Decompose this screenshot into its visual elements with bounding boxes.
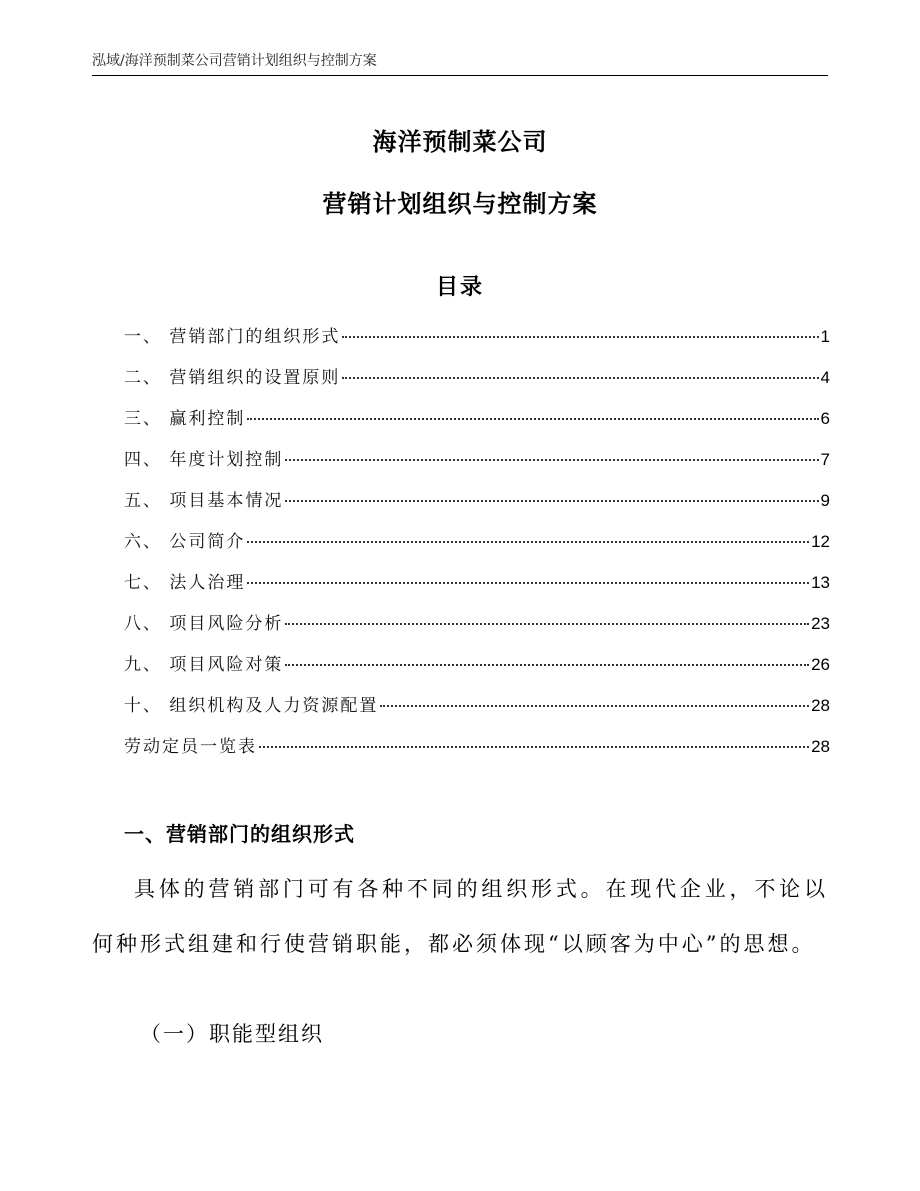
toc-entry-page: 1 xyxy=(820,327,830,346)
toc-leader-dots xyxy=(342,336,818,338)
toc-leader-dots xyxy=(285,500,818,502)
toc-entry-page: 6 xyxy=(820,409,830,428)
toc-entry-page: 13 xyxy=(811,573,830,592)
toc-leader-dots xyxy=(285,623,809,625)
toc-entry[interactable] xyxy=(124,322,830,363)
toc-entry-page: 4 xyxy=(820,368,830,387)
document-title-line-1: 海洋预制菜公司 xyxy=(372,128,548,156)
toc-leader-dots xyxy=(247,582,809,584)
toc-entry[interactable] xyxy=(124,609,830,650)
document-title-line-2: 营销计划组织与控制方案 xyxy=(322,190,598,218)
toc-entry[interactable] xyxy=(124,404,830,445)
toc-entry[interactable] xyxy=(124,732,830,773)
toc-leader-dots xyxy=(259,746,809,748)
section-heading: 一、营销部门的组织形式 xyxy=(124,822,355,846)
toc-entry-page: 12 xyxy=(811,532,830,551)
toc-leader-dots xyxy=(285,459,818,461)
toc-entry-label: 十、 组织机构及人力资源配置 xyxy=(124,696,379,716)
toc-leader-dots xyxy=(247,418,818,420)
subsection-heading: （一）职能型组织 xyxy=(140,1022,324,1046)
table-of-contents xyxy=(124,322,830,773)
toc-entry-page: 7 xyxy=(820,450,830,469)
toc-entry-label: 四、 年度计划控制 xyxy=(124,450,284,470)
body-paragraph: 具体的营销部门可有各种不同的组织形式。在现代企业，不论以何种形式组建和行使营销职能，都必须体现“以顾客为中心”的思想。 xyxy=(92,877,828,956)
toc-entry-label: 一、 营销部门的组织形式 xyxy=(124,327,341,347)
toc-entry[interactable] xyxy=(124,691,830,732)
toc-leader-dots xyxy=(342,377,818,379)
toc-leader-dots xyxy=(247,541,809,543)
toc-heading: 目录 xyxy=(435,275,484,300)
header-rule xyxy=(92,75,828,76)
toc-entry-label: 二、 营销组织的设置原则 xyxy=(124,368,341,388)
toc-entry-label: 九、 项目风险对策 xyxy=(124,655,284,675)
toc-leader-dots xyxy=(380,705,809,707)
toc-entry-label: 七、 法人治理 xyxy=(124,573,246,593)
toc-entry[interactable] xyxy=(124,568,830,609)
toc-entry[interactable] xyxy=(124,527,830,568)
toc-entry[interactable] xyxy=(124,650,830,691)
toc-entry-page: 9 xyxy=(820,491,830,510)
toc-entry-page: 23 xyxy=(811,614,830,633)
toc-entry[interactable] xyxy=(124,486,830,527)
toc-entry-label: 五、 项目基本情况 xyxy=(124,491,284,511)
toc-entry-label: 劳动定员一览表 xyxy=(124,737,257,757)
toc-entry-label: 三、 赢利控制 xyxy=(124,409,246,429)
toc-entry[interactable] xyxy=(124,445,830,486)
toc-entry[interactable] xyxy=(124,363,830,404)
running-header: 泓域/海洋预制菜公司营销计划组织与控制方案 xyxy=(92,53,377,69)
toc-leader-dots xyxy=(285,664,809,666)
toc-entry-label: 六、 公司简介 xyxy=(124,532,246,552)
toc-entry-page: 28 xyxy=(811,696,830,715)
toc-entry-label: 八、 项目风险分析 xyxy=(124,614,284,634)
toc-entry-page: 26 xyxy=(811,655,830,674)
toc-entry-page: 28 xyxy=(811,737,830,756)
